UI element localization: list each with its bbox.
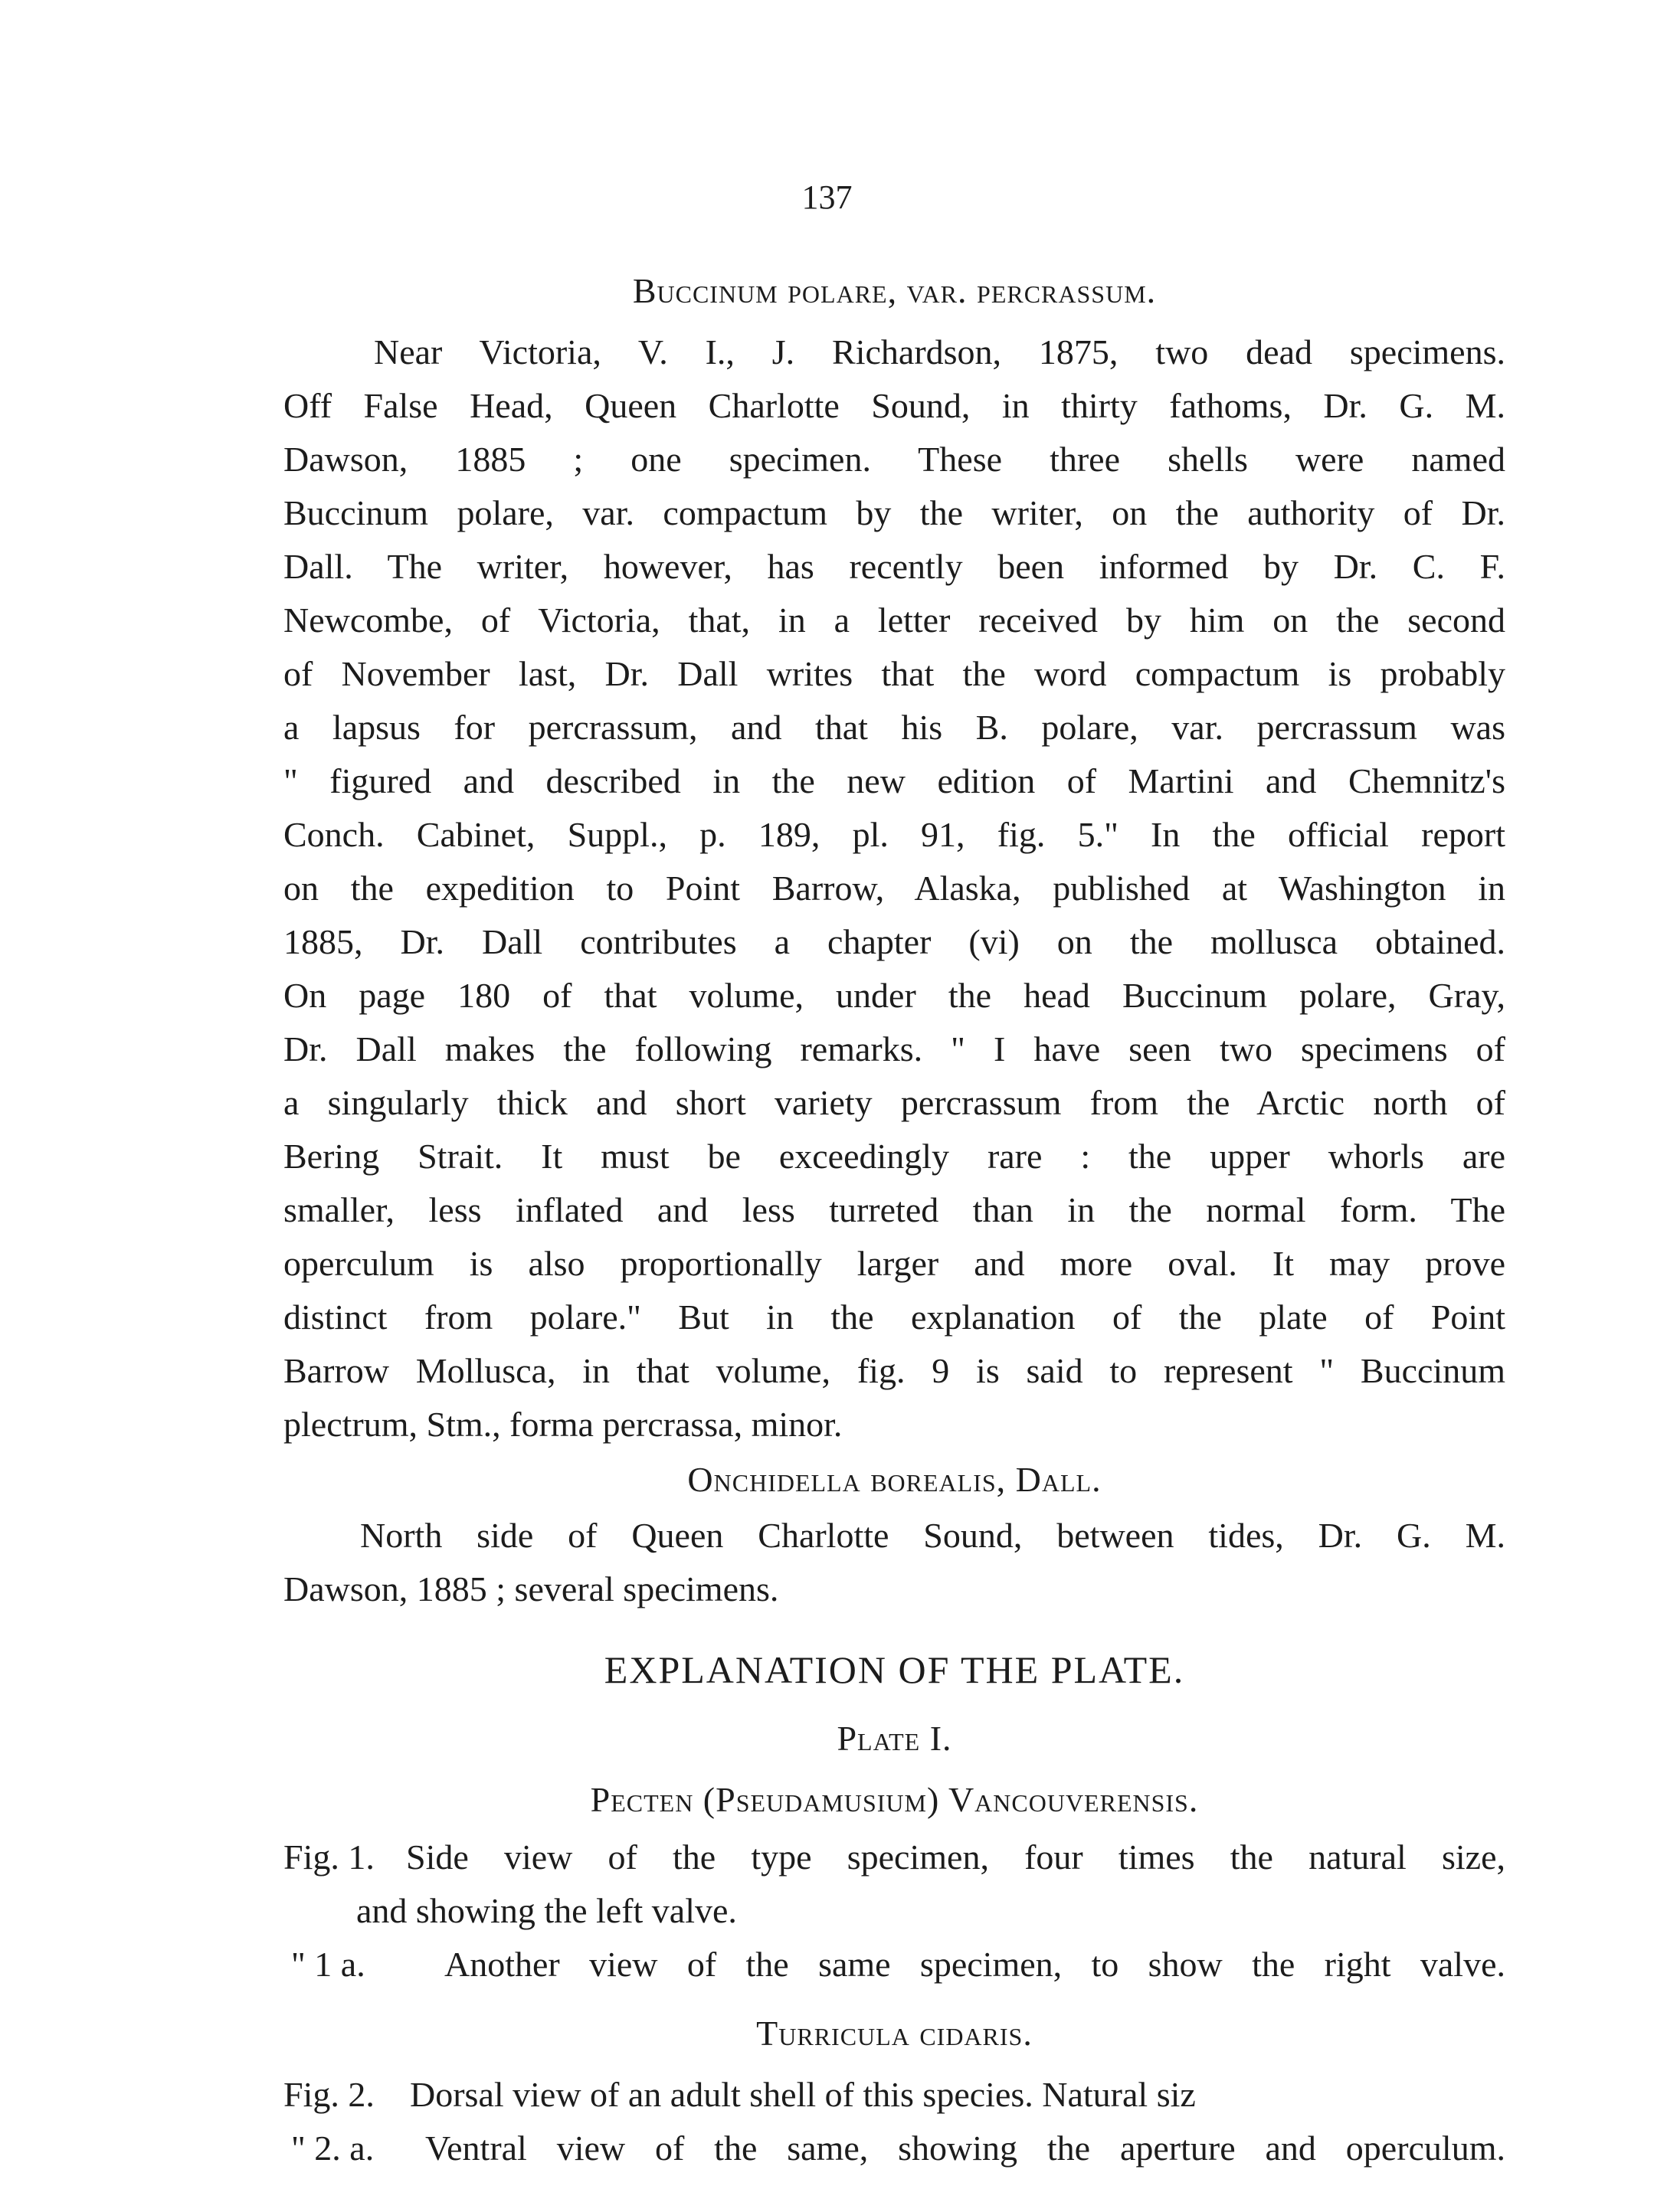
plate-heading: Plate I.: [837, 1719, 952, 1758]
paragraph-line: Near Victoria, V. I., J. Richardson, 1875, two dead specimens.: [374, 332, 1505, 371]
figure-description: Side view of the type specimen, four times the natural size,: [406, 1837, 1505, 1877]
paragraph-line: Conch. Cabinet, Suppl., p. 189, pl. 91, fig. 5." In the official report: [283, 815, 1505, 854]
paragraph-line: Dall. The writer, however, has recently been informed by Dr. C. F.: [283, 547, 1505, 586]
figure-label: Fig. 2.: [283, 2075, 375, 2114]
paragraph-line: Newcombe, of Victoria, that, in a letter received by him on the second: [283, 600, 1505, 640]
paragraph-line: Dawson, 1885 ; one specimen. These three shells were named: [283, 440, 1505, 479]
section-heading-buccinum: Buccinum polare, var. percrassum.: [632, 271, 1157, 310]
paragraph-line: Dawson, 1885 ; several specimens.: [283, 1569, 779, 1608]
species-heading-pecten: Pecten (Pseudamusium) Vancouverensis.: [590, 1780, 1199, 1819]
paragraph-line: plectrum, Stm., forma percrassa, minor.: [283, 1405, 843, 1444]
paragraph-line: smaller, less inflated and less turreted than in the normal form. The: [283, 1190, 1505, 1229]
paragraph-line: a singularly thick and short variety percrassum from the Arctic north of: [283, 1083, 1505, 1122]
paragraph-line: operculum is also proportionally larger and more oval. It may prove: [283, 1244, 1505, 1283]
paragraph-line: Barrow Mollusca, in that volume, fig. 9 is said to represent " Buccinum: [283, 1351, 1505, 1390]
figure-description: Ventral view of the same, showing the aperture and operculum.: [425, 2129, 1505, 2168]
explanation-title: EXPLANATION OF THE PLATE.: [604, 1648, 1185, 1691]
section-heading-onchidella: Onchidella borealis, Dall.: [687, 1460, 1102, 1499]
figure-label: " 2. a.: [291, 2129, 375, 2168]
paragraph-line: Dr. Dall makes the following remarks. " I have seen two specimens of: [283, 1029, 1505, 1068]
paragraph-line: Bering Strait. It must be exceedingly rare : the upper whorls are: [283, 1137, 1505, 1176]
paragraph-line: " figured and described in the new edition of Martini and Chemnitz's: [283, 761, 1505, 800]
figure-description: and showing the left valve.: [356, 1891, 737, 1930]
paragraph-line: North side of Queen Charlotte Sound, between tides, Dr. G. M.: [360, 1516, 1505, 1555]
figure-description: Dorsal view of an adult shell of this species. Natural siz: [410, 2075, 1196, 2114]
species-heading-turricula: Turricula cidaris.: [756, 2014, 1033, 2053]
figure-label: " 1 a.: [291, 1945, 365, 1984]
paragraph-line: distinct from polare." But in the explanation of the plate of Point: [283, 1297, 1505, 1337]
paragraph-line: 1885, Dr. Dall contributes a chapter (vi) on the mollusca obtained.: [283, 922, 1505, 961]
figure-description: Another view of the same specimen, to show the right valve.: [444, 1945, 1505, 1984]
figure-label: Fig. 1.: [283, 1837, 375, 1877]
paragraph-line: On page 180 of that volume, under the head Buccinum polare, Gray,: [283, 976, 1505, 1015]
paragraph-line: Buccinum polare, var. compactum by the writer, on the authority of Dr.: [283, 493, 1505, 532]
paragraph-line: of November last, Dr. Dall writes that the word compactum is probably: [283, 654, 1505, 693]
paragraph-line: on the expedition to Point Barrow, Alaska, published at Washington in: [283, 869, 1505, 908]
paragraph-line: Off False Head, Queen Charlotte Sound, in thirty fathoms, Dr. G. M.: [283, 386, 1505, 425]
paragraph-line: a lapsus for percrassum, and that his B. polare, var. percrassum was: [283, 708, 1505, 747]
page-number: 137: [801, 178, 853, 216]
